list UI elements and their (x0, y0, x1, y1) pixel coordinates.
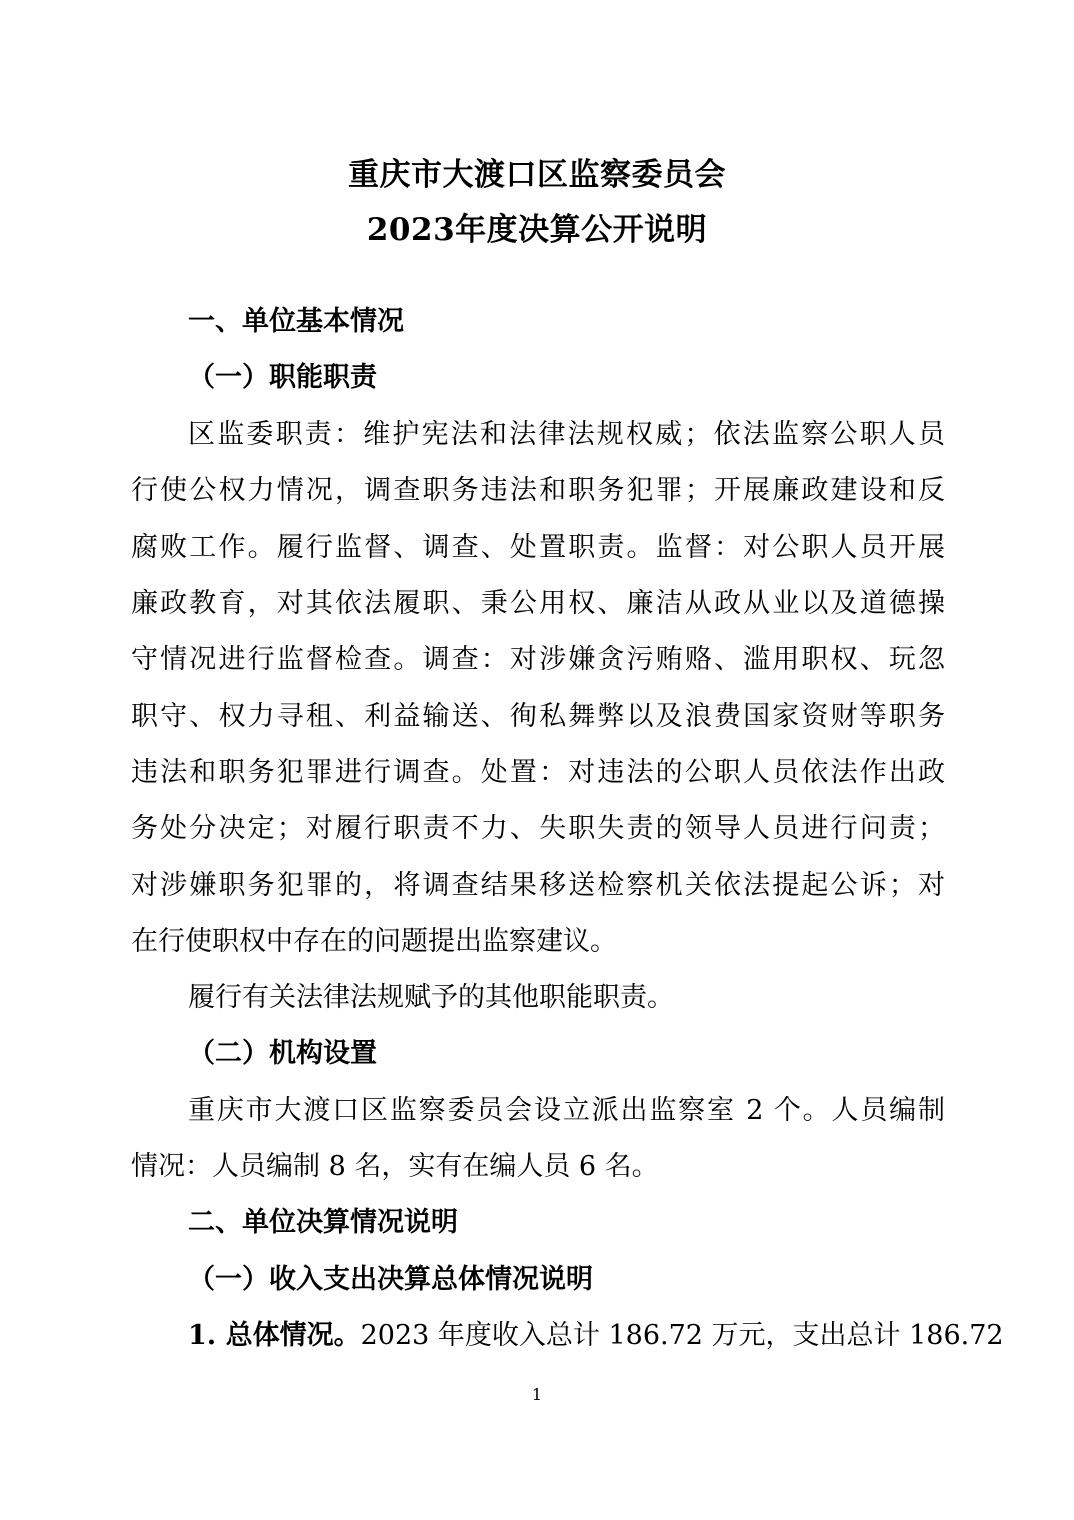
section1-heading: 一、单位基本情况 (188, 306, 404, 337)
paragraph-line: 行使公权力情况，调查职务违法和职务犯罪；开展廉政建设和反 (131, 475, 945, 506)
paragraph-line: 在行使职权中存在的问题提出监察建议。 (131, 926, 617, 957)
paragraph-line: 情况：人员编制 8 名，实有在编人员 6 名。 (131, 1151, 659, 1182)
paragraph-line: 务处分决定；对履行职责不力、失职失责的领导人员进行问责； (131, 813, 945, 844)
page-number: 1 (531, 1385, 543, 1404)
item1-line (188, 1316, 1004, 1356)
section2-heading: 二、单位决算情况说明 (188, 1207, 458, 1238)
section1-sub1-heading: （一）职能职责 (188, 362, 377, 393)
section1-sub2-heading: （二）机构设置 (188, 1038, 377, 1069)
paragraph-line: 重庆市大渡口区监察委员会设立派出监察室 2 个。人员编制 (188, 1095, 945, 1126)
paragraph-line: 违法和职务犯罪进行调查。处置：对违法的公职人员依法作出政 (131, 757, 945, 788)
document-title-line1: 重庆市大渡口区监察委员会 (348, 157, 726, 193)
paragraph-line: 廉政教育，对其依法履职、秉公用权、廉洁从政从业以及道德操 (131, 588, 945, 619)
paragraph-line: 履行有关法律法规赋予的其他职能职责。 (188, 982, 674, 1013)
paragraph-line: 区监委职责：维护宪法和法律法规权威；依法监察公职人员 (188, 419, 945, 450)
item1-text: 2023 年度收入总计 186.72 万元，支出总计 186.72 (360, 1320, 1004, 1351)
item1-label: 1. 总体情况。 (188, 1320, 361, 1351)
paragraph-line: 守情况进行监督检查。调查：对涉嫌贪污贿赂、滥用职权、玩忽 (131, 644, 945, 675)
document-title-line2: 2023年度决算公开说明 (366, 212, 708, 248)
paragraph-line: 腐败工作。履行监督、调查、处置职责。监督：对公职人员开展 (131, 532, 945, 563)
section2-sub1-heading: （一）收入支出决算总体情况说明 (188, 1264, 593, 1295)
paragraph-line: 职守、权力寻租、利益输送、徇私舞弊以及浪费国家资财等职务 (131, 701, 945, 732)
paragraph-line: 对涉嫌职务犯罪的，将调查结果移送检察机关依法提起公诉；对 (131, 870, 945, 901)
